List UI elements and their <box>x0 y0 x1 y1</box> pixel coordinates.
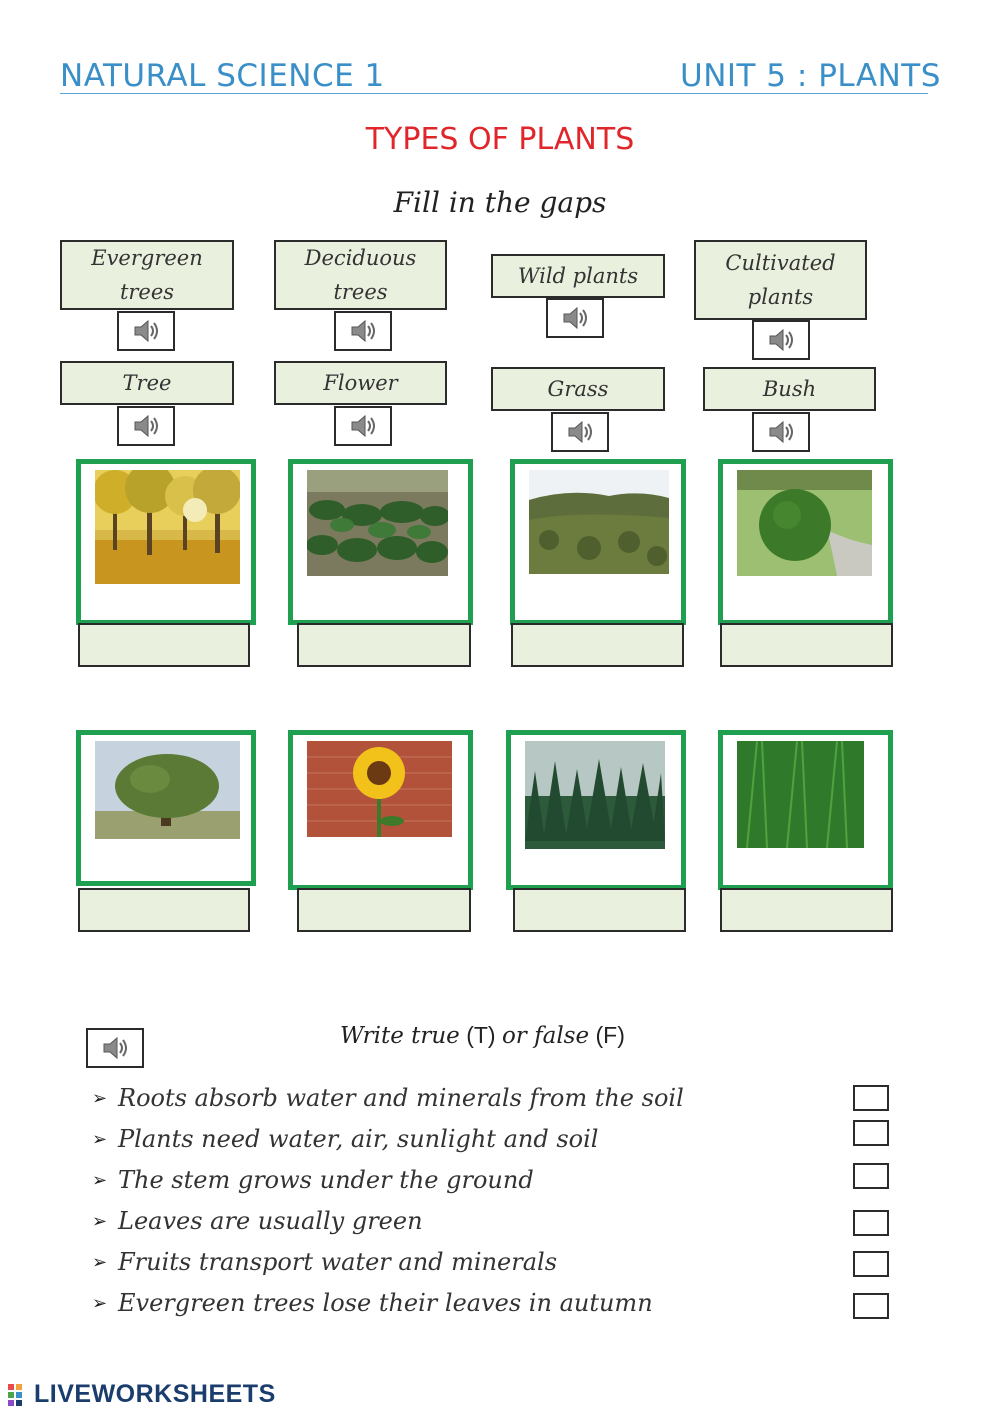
tf-answer-box[interactable] <box>853 1293 889 1319</box>
statement-text: Leaves are usually green <box>118 1207 423 1235</box>
speaker-icon <box>131 413 161 439</box>
statement-row <box>92 1121 598 1157</box>
large-tree-image <box>95 741 240 839</box>
sunflower-image <box>307 741 452 837</box>
word-label: Grass <box>547 377 609 401</box>
word-box-evergreen-trees <box>60 240 234 310</box>
answer-box[interactable] <box>720 888 893 932</box>
picture-card-wild-plants <box>510 459 686 625</box>
arrow-bullet-icon: ➢ <box>92 1128 108 1150</box>
vegetable-garden-image <box>307 470 448 576</box>
unit-heading: UNIT 5 : PLANTS <box>680 58 941 94</box>
speaker-button[interactable] <box>117 406 175 446</box>
statement-row <box>92 1285 653 1321</box>
answer-box[interactable] <box>78 623 250 667</box>
word-box-tree <box>60 361 234 405</box>
arrow-bullet-icon: ➢ <box>92 1087 108 1109</box>
picture-card-tree <box>76 730 256 886</box>
arrow-bullet-icon: ➢ <box>92 1210 108 1232</box>
word-box-wild-plants <box>491 254 665 298</box>
evergreen-forest-image <box>525 741 665 849</box>
answer-box[interactable] <box>720 623 893 667</box>
speaker-icon <box>348 413 378 439</box>
liveworksheets-brand <box>6 1380 276 1409</box>
subject-heading: NATURAL SCIENCE 1 <box>60 58 385 94</box>
wild-hillside-image <box>529 470 669 574</box>
fill-gaps-instruction: Fill in the gaps <box>393 186 607 219</box>
statement-text: Fruits transport water and minerals <box>118 1248 558 1276</box>
speaker-button[interactable] <box>334 311 392 351</box>
speaker-icon <box>131 318 161 344</box>
word-label: Bush <box>762 377 817 401</box>
autumn-trees-image <box>95 470 240 584</box>
tf-answer-box[interactable] <box>853 1251 889 1277</box>
word-box-flower <box>274 361 447 405</box>
instruction-or: or false <box>501 1023 590 1049</box>
grass-image <box>737 741 864 848</box>
instruction-f: (F) <box>595 1022 625 1048</box>
arrow-bullet-icon: ➢ <box>92 1169 108 1191</box>
statement-row <box>92 1203 423 1239</box>
arrow-bullet-icon: ➢ <box>92 1292 108 1314</box>
picture-card-bush <box>718 459 893 625</box>
statement-text: The stem grows under the ground <box>118 1166 534 1194</box>
statement-row <box>92 1162 534 1198</box>
speaker-icon <box>766 327 796 353</box>
speaker-icon <box>100 1035 130 1061</box>
answer-box[interactable] <box>511 623 684 667</box>
statement-text: Plants need water, air, sunlight and soil <box>118 1125 599 1153</box>
speaker-button[interactable] <box>86 1028 144 1068</box>
speaker-icon <box>348 318 378 344</box>
word-label: Evergreen trees <box>91 246 203 304</box>
word-label: Deciduous trees <box>304 246 417 304</box>
answer-box[interactable] <box>513 888 686 932</box>
word-box-cultivated-plants <box>694 240 867 320</box>
speaker-button[interactable] <box>752 320 810 360</box>
tf-answer-box[interactable] <box>853 1085 889 1111</box>
round-bush-image <box>737 470 872 576</box>
word-label: Cultivated plants <box>725 251 836 309</box>
arrow-bullet-icon: ➢ <box>92 1251 108 1273</box>
liveworksheets-logo-icon <box>6 1382 32 1408</box>
speaker-icon <box>766 419 796 445</box>
picture-card-cultivated-garden <box>288 459 473 625</box>
word-label: Wild plants <box>517 264 639 288</box>
speaker-button[interactable] <box>117 311 175 351</box>
statement-row <box>92 1244 557 1280</box>
tf-answer-box[interactable] <box>853 1210 889 1236</box>
tf-answer-box[interactable] <box>853 1163 889 1189</box>
speaker-button[interactable] <box>752 412 810 452</box>
statement-row <box>92 1080 684 1116</box>
brand-name: LIVEWORKSHEETS <box>34 1380 276 1408</box>
picture-card-evergreen-forest <box>506 730 686 890</box>
instruction-t: (T) <box>466 1022 496 1048</box>
speaker-button[interactable] <box>546 298 604 338</box>
instruction-text: Write true <box>340 1023 460 1049</box>
answer-box[interactable] <box>297 888 471 932</box>
header-underline <box>60 93 928 94</box>
page-title: TYPES OF PLANTS <box>365 122 635 157</box>
word-box-deciduous-trees <box>274 240 447 310</box>
speaker-icon <box>560 305 590 331</box>
speaker-button[interactable] <box>334 406 392 446</box>
speaker-icon <box>565 419 595 445</box>
answer-box[interactable] <box>78 888 250 932</box>
word-box-bush <box>703 367 876 411</box>
picture-card-flower <box>288 730 473 890</box>
true-false-instruction <box>340 1022 625 1049</box>
picture-card-autumn-trees <box>76 459 256 625</box>
tf-answer-box[interactable] <box>853 1120 889 1146</box>
word-label: Tree <box>122 371 172 395</box>
answer-box[interactable] <box>297 623 471 667</box>
statement-text: Evergreen trees lose their leaves in autumn <box>118 1289 653 1317</box>
speaker-button[interactable] <box>551 412 609 452</box>
statement-text: Roots absorb water and minerals from the soil <box>118 1084 684 1112</box>
word-box-grass <box>491 367 665 411</box>
word-label: Flower <box>323 371 398 395</box>
picture-card-grass <box>718 730 893 890</box>
